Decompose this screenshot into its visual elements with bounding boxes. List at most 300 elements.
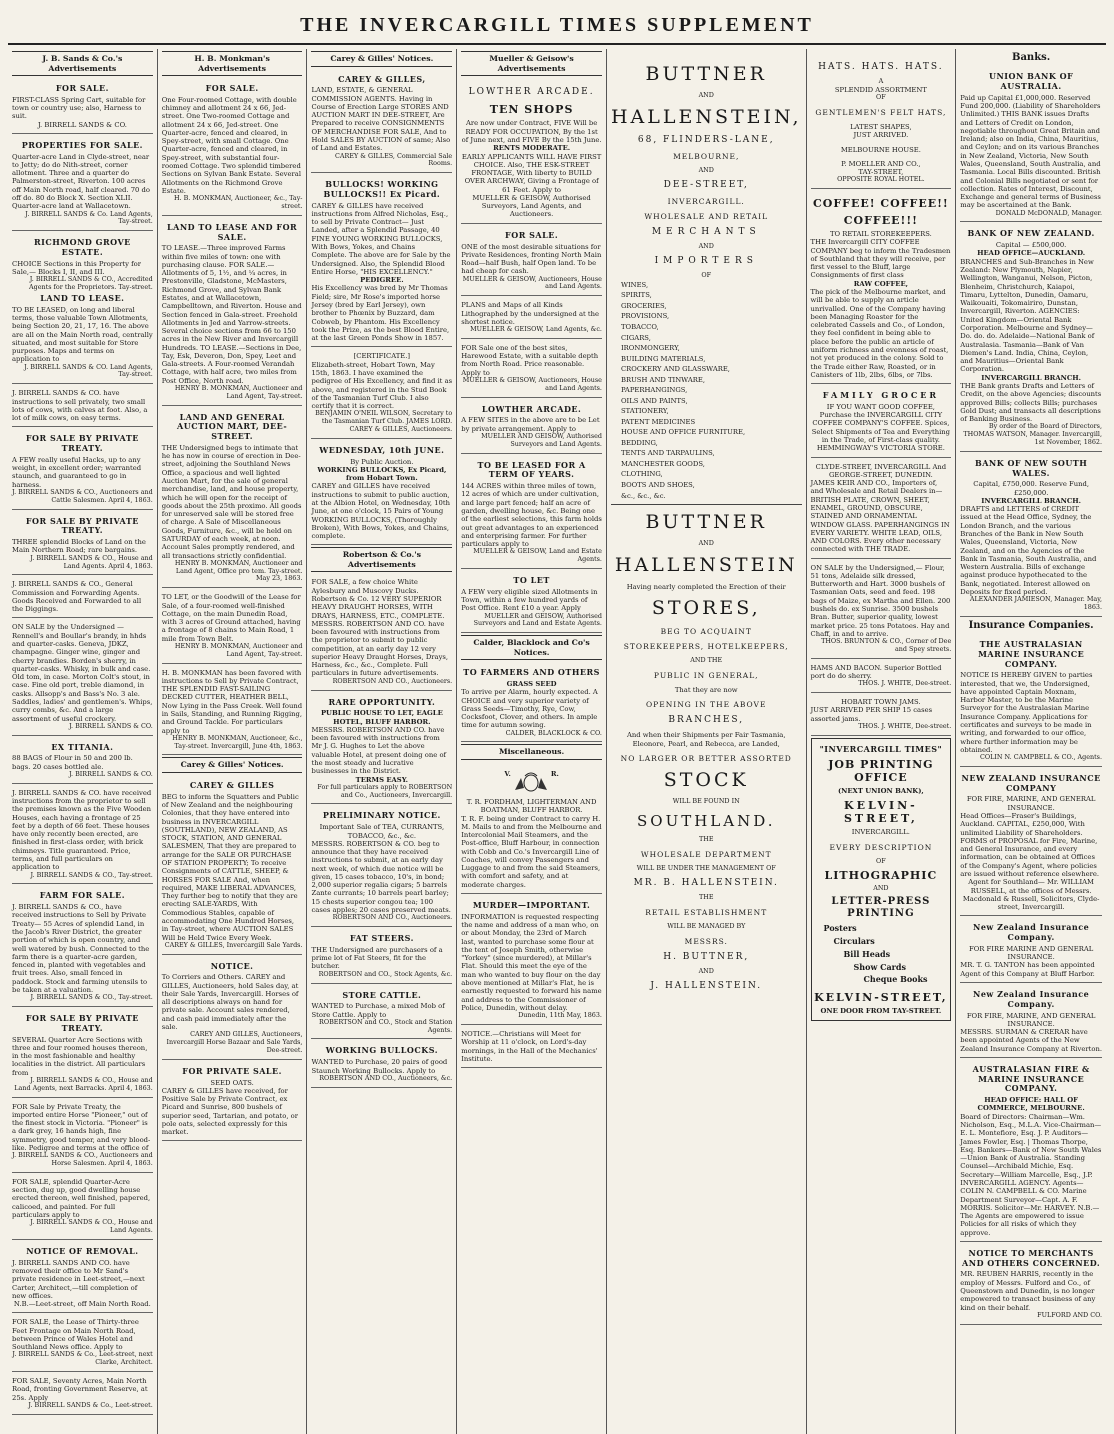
ad-signature: MUELLER & GEISOW, Authorised Surveyors, Land Agents, and Auctioneers. [472, 193, 591, 219]
ad-line: LETTER-PRESS PRINTING [831, 895, 931, 920]
column-heading: Carey & Gilles' Notices. [162, 757, 303, 773]
connector-text: OF [701, 271, 712, 280]
ad-signature: HEMMINGWAY'S VICTORIA STORE. [816, 444, 945, 453]
ad-line: LATEST SHAPES, [850, 123, 912, 132]
ad-body: JAMES KEIR AND CO., Importers of, and Wholesale and Retail Dealers in— BRITISH PLATE, CROWN, SHEET, ENAMEL, GROUND, OBSCURE, STAINED AND ORNAMENTAL WINDOW GLASS. PAPERHANGINGS IN EVERY VARIETY. WHITE LEAD, OILS, AND COLORS. Every other necessary connected with THE TRADE. [810, 479, 950, 554]
ad-title: FOR SALE. [205, 83, 259, 93]
advertisement [811, 661, 952, 693]
ad-subtitle: FOR FIRE, MARINE, AND GENERAL INSURANCE. [966, 1011, 1096, 1028]
ad-signature: THOS. BRUNTON & CO., Corner of Dee and Spey streets. [821, 637, 952, 653]
ad-signature: MUELLER & GEISOW, Auctioneers, House and Land Agents. [462, 274, 602, 291]
goods-item: MANCHESTER GOODS, [620, 459, 705, 468]
notice-text: BRANCHES, [668, 715, 745, 726]
connector-text: AND [698, 166, 714, 175]
notice-text: MESSRS. [684, 936, 728, 946]
ad-body: J. BIRRELL SANDS & CO. have received instructions from the proprietor to sell the premises known as the Five Wooden Houses, each having a frontage of 25 feet by a depth of 66 feet. These houses have only recently been erected, are finished in first-class order, with brick chimneys. Title guaranteed. Price, terms, and full particulars on application to [12, 788, 152, 872]
ad-body: MESSRS. SURMAN & CRERAR have been appointed Agents of the New Zealand Insurance Company at Riverton. [960, 1028, 1102, 1053]
ad-body: J. BIRRELL SANDS & CO. have instructions to sell privately, two small lots of cows, with calves at foot. Also, a lot of milk cows, on easy terms. [12, 389, 148, 423]
advertisement [12, 738, 153, 784]
ad-body: PLANS and Maps of all Kinds Lithographed by the undersigned at the shortest notice. [461, 301, 600, 326]
royal-crest-row [461, 770, 602, 794]
advertisement [811, 738, 952, 1021]
ad-title: NOTICE OF REMOVAL. [26, 1245, 139, 1256]
ad-body: J. BIRRELL SANDS & CO., General Commission and Forwarding Agents. Goods Received and Forwarded to all the Diggings. [12, 580, 142, 614]
column-heading: J. B. Sands & Co.'s Advertisements [12, 51, 153, 76]
ad-line: ONE DOOR FROM TAY-STREET. [820, 1007, 942, 1016]
column-heading: Robertson & Co.'s Advertisements [311, 547, 452, 572]
ad-subtitle: HEAD OFFICE: HALL OF COMMERCE, MELBOURNE. [977, 1096, 1085, 1113]
advertisement [960, 1060, 1102, 1242]
ad-signature: THOS. J. WHITE, Dee-street. [858, 722, 952, 731]
ad-signature: By order of the Board of Directors, THOMAS WATSON, Manager. Invercargill, 1st November, 1862. [963, 422, 1102, 446]
ad-body: FOR Sale one of the best sites, Harewood Estate, with a suitable depth from North Road. Price reasonable. Apply to [461, 343, 599, 377]
royal-coat-of-arms-icon [511, 770, 551, 794]
manager-name: J. HALLENSTEIN. [650, 980, 763, 991]
ad-body: FOR SALE, Seventy Acres, Main North Road, fronting Government Reserve, at 25s. Apply [12, 1377, 148, 1402]
ad-signature: Dunedin, 11th May, 1863. [518, 1011, 602, 1020]
column-heading: Mueller & Geisow's Advertisements [461, 51, 602, 76]
southland-headline: SOUTHLAND. [637, 811, 776, 830]
advertisement [12, 786, 153, 885]
connector-text: THE [698, 893, 714, 901]
advertisement [162, 776, 303, 955]
ad-line: KELVIN-STREET, [843, 798, 918, 826]
ad-body: MESSRS. ROBERTSON AND CO. have been favoured with instructions from Mr J. G. Hughes to Let the above valuable Hotel, at present doing one of the most steady and lucrative businesses in the District. [311, 725, 447, 776]
ad-title: LOWTHER ARCADE. [481, 403, 582, 414]
ad-title: COFFEE! COFFEE!! [813, 197, 949, 211]
address-line: 68, FLINDERS-LANE, [637, 135, 775, 146]
ad-body: FOR SALE, splendid Quarter-Acre section, dug up, good dwelling house erected thereon, well finished, papered, calicoed, and painted. For full particulars apply to [12, 1177, 151, 1219]
ad-signature: J. BIRRELL SANDS & CO., Accredited Agents for the Proprietors. Tay-street. [29, 275, 153, 292]
ad-body: BRANCHES and Sub-Branches in New Zealand: New Plymouth, Napier, Wellington, Wanganui, Nelson, Picton, Blenheim, Christchurch, Kaiapoi, Timaru, Lyttelton, Dunedin, Oamaru, Waikouaiti, Tokomairiro, Dunstan, Invercargill, Riverton. AGENCIES: United Kingdom—Oriental Bank Corporation. Melbourne and Sydney—Do. do. do. Adelaide—National Bank of Australasia. Tasmania—Bank of Van Diemen's Land. India, China, Ceylon, and Mauritius—Oriental Bank Corporation. [960, 257, 1095, 374]
advertisement [311, 806, 452, 927]
ad-body: His Excellency was bred by Mr Thomas Field; sire, Mr Rose's imported horse Jersey (bred by Earl Jersey), own brother to Phœnix by Buzzard, dam Cobweb, by Phantom. His Excellency took the Prize, as the best Blood Entire, at the last Green Ponds Show in 1857. [311, 284, 450, 343]
notice-text: BEG TO ACQUAINT [660, 626, 752, 636]
advertisement [12, 1100, 153, 1173]
ad-body: JUST ARRIVED PER SHIP 15 cases assorted jams. [810, 706, 933, 723]
advertisement [162, 218, 303, 406]
ad-line: OF [876, 93, 886, 102]
ad-title: LAND TO LEASE. [40, 292, 125, 303]
goods-item: PAPERHANGINGS, [620, 386, 688, 395]
ad-line: OPPOSITE ROYAL HOTEL. [837, 175, 925, 184]
advertisement [311, 575, 452, 690]
ad-body: CHOICE Sections in this Property for Sale,— Blocks I, II, and III. [12, 259, 141, 276]
ad-body: MR. T. G. TANTON has been appointed Agent of this Company at Bluff Harbor. [960, 961, 1095, 978]
advertisement [811, 386, 952, 457]
ad-signature: MUELLER & GEISOW, Auctioneers, House and Land Agents. [462, 376, 602, 392]
manager-name: H. BUTTNER, [663, 951, 750, 962]
ad-title: BANK OF NEW SOUTH WALES. [974, 457, 1088, 478]
ad-body: Quarter-acre Land in Clyde-street, near to Jetty; do do Nith-street, corner allotment. Three and a quarter do Palmerston-street, Riverton. 100 acres off Main North road, half cleared. 70 do off do. 80 do Block X. Section XLII. Quarter-acre land at Wallacetown. [12, 152, 150, 211]
ad-body: NOTICE.—Christians will Meet for Worship at 11 o'clock, on Lord's-day mornings, in the Hall of the Mechanics' Institute. [461, 1029, 598, 1063]
goods-item: BOOTS AND SHOES, [620, 480, 695, 489]
advertisement [12, 1009, 153, 1098]
ad-signature: For full particulars apply to ROBERTSON and Co., Auctioneers, Invercargill. [317, 782, 453, 799]
ad-body: INFORMATION is requested respecting the name and address of a man who, on or about Monday, the 23rd of March last, wanted to purchase some flour at the tent of Joseph Smith, otherwise "Yorkey" (since murdered), at Millar's Flat. Should this meet the eye of the man who wanted to buy flour on the day above mentioned at Millar's Flat, he is earnestly requested to forward his name and address to the Commissioner of Police, Dunedin, without delay. [461, 912, 602, 1012]
goods-item: CROCKERY AND GLASSWARE, [620, 365, 730, 374]
ad-title: [CERTIFICATE.] [353, 352, 411, 361]
advertisement [12, 620, 153, 735]
column-7 [956, 49, 1106, 1434]
advertisement [162, 79, 303, 216]
ad-body: TO LEASE.—Three improved Farms within five miles of town: one with purchasing clause. FOR SALE.—Allotments of 5, 1½, and ¼ acres, in Prestonville, Gladstone, McMasters, Richmond Grove, and Sylvan Bank Estates, and at Wallacetown, Campbelltown, and Riverton. House and Section fenced in Gala-street. Freehold Allotments in Jed and Yarrow-streets. Several choice sections from 66 to 150 acres in the New River and Invercargill Hundreds. TO LEASE.—Sections in Dee, Tay, Esk, Deveron, Don, Spey, Leet and Gala-streets. A Four-roomed Verandah Cottage, with half acre, two miles from Post Office, North road. [161, 244, 302, 385]
ad-signature: CAREY & GILLES, Invercargill Sale Yards. [164, 940, 303, 949]
notice-text: That they are now [674, 685, 738, 694]
advertisement [311, 986, 452, 1040]
ad-body: THE Invercargill CITY COFFEE COMPANY beg to inform the Tradesmen of Southland that they will receive, per first vessel to the Bluff, large Consignments of first class [810, 238, 951, 280]
ad-line: Cheque Books [863, 974, 928, 985]
ad-title: LAND TO LEASE AND FOR SALE. [167, 221, 298, 242]
ad-body: FIRST-CLASS Spring Cart, suitable for town or country use; also, Harness to suit. [12, 95, 146, 121]
ad-title: FOR PRIVATE SALE. [182, 1065, 282, 1076]
connector-text: AND [698, 91, 714, 100]
advertisement [311, 70, 452, 174]
ad-signature: HENRY B. MONKMAN, Auctioneer and Land Agent, Tay-street. [174, 384, 303, 400]
ad-line: TAY-STREET, [858, 168, 904, 177]
ad-title: HATS. HATS. HATS. [818, 62, 944, 72]
ad-signature: BENJAMIN O'NEIL WILSON, Secretary to the Tasmanian Turf Club. JAMES LORD. CAREY & GILLES, Auctioneers. [315, 409, 453, 433]
ad-body: THREE splendid Blocks of Land on the Main Northern Road; rare bargains. [12, 538, 146, 555]
notice-text: NO LARGER OR BETTER ASSORTED [620, 753, 792, 763]
goods-item: STATIONERY, [620, 407, 669, 416]
advertisement [12, 79, 153, 134]
ad-title: PROPERTIES FOR SALE. [21, 139, 143, 150]
ad-title: HOBART TOWN JAMS. [841, 698, 921, 707]
ad-title: RICHMOND GROVE ESTATE. [33, 237, 131, 257]
advertisement [162, 957, 303, 1060]
ad-signature: HENRY B. MONKMAN, Auctioneer, &c., Tay-street. Invercargill, June 4th, 1863. [172, 733, 303, 750]
ad-title: FAT STEERS. [349, 933, 414, 944]
notice-text: WILL BE UNDER THE MANAGEMENT OF [636, 864, 776, 873]
divider [611, 504, 802, 505]
ad-body: ON SALE by the Undersigned,— Flour, 51 tons, Adelaide silk dressed, Butterworth and Hart. 3000 bushels of Tasmanian Oats, seed and feed. 198 bags of Maize, ex Martha and Ellen. 200 bushels do. ex Sunrise. 3500 bushels Bran. Butter, superior quality, lowest market price. 25 tons Potatoes. Hay and Chaff, in and to arrive. [810, 563, 951, 638]
ad-signature: MUELLER AND GEISOW, Authorised Surveyors and Land Agents. [481, 431, 602, 448]
goods-item: TOBACCO, [620, 323, 659, 332]
advertisement [461, 226, 602, 297]
advertisement [960, 918, 1102, 983]
advertisement [12, 1175, 153, 1240]
ad-body: A FEW SITES in the above are to be Let by private arrangement. Apply to [461, 416, 600, 433]
advertisement [311, 175, 452, 347]
ad-body: Head Offices—Fraser's Buildings, Auckland. CAPITAL, £250,000, With unlimited Liability of Shareholders. FORMS of PROPOSAL for Fire, Marine, and General Insurance, and every information, can be obtained at Offices of the Company's Agent, where policies are issued without reference elsewhere. [960, 812, 1100, 878]
advertisement [12, 1374, 153, 1415]
column-2 [158, 49, 308, 1434]
notice-text: OPENING IN THE ABOVE [646, 700, 767, 710]
advertisement [960, 769, 1102, 916]
advertisement [461, 79, 602, 224]
ad-signature: HENRY B. MONKMAN, Auctioneer and Land Agent, Tay-street. [174, 641, 303, 658]
ad-signature: MUELLER and GEISOW, Authorised Surveyors and Land and Estate Agents. [473, 611, 602, 628]
ad-subtitle: PUBLIC HOUSE TO LET, EAGLE HOTEL, BLUFF HARBOR. [320, 709, 443, 726]
ad-body: T. R. F. being under Contract to carry H. M. Mails to and from the Melbourne and Intercolonial Mail Steamers, and the Post-office, Bluff Harbour, in connection with Cobb and Co.'s Invercargill Line of Coaches, will convey Passengers and Luggage to and from the said Steamers, with comfort and safety, and at moderate charges. [461, 814, 602, 889]
ad-line: MELBOURNE HOUSE. [840, 145, 921, 154]
ad-body: ON SALE by the Undersigned — Rennell's and Boullar's brandy, in hhds and quarter-casks. Geneva, JDKZ, champagne. Ginger wine, ginger and cherry brandies. Borden's sherry, in quarter-casks. Whisky, in bulk and case. Old tom, in case. Morton Colt's stout, in case. Fine old port, treble diamond, in casks. Allsopp's and Bass's No. 3 ale. Saddles, ladies' and gentlemen's. Whips, curry combs, &c. And a large assortment of useful crockery. [12, 623, 153, 723]
ad-subtitle: Important Sale of TEA, CURRANTS, TOBACCO, &c., &c. [319, 823, 445, 840]
advertisement [311, 1041, 452, 1087]
ad-title: RARE OPPORTUNITY. [328, 696, 436, 707]
ad-subtitle: Capital — £500,000. [995, 241, 1067, 250]
ad-signature: COLIN N. CAMPBELL & CO., Agents. [979, 753, 1102, 762]
notice-text: And when their Shipments per Fair Tasmania, Eleonore, Pearl, and Rebecca, are Landed, [626, 731, 786, 748]
ad-subtitle: PEDIGREE. [360, 276, 404, 285]
ad-signature: CALDER, BLACKLOCK & CO. [505, 728, 602, 737]
ad-signature: J. BIRRELL SANDS & CO. [68, 721, 153, 730]
crest-right-letter: R. [550, 769, 559, 778]
ad-body: H. B. MONKMAN has been favored with instructions to Sell by Private Contract, THE SPLENDID FAST-SAILING DECKED CUTTER, HEATHER BELL, Now Lying in the Pass Creek. Well found in Sails, Standing, and Running Rigging, and Ground Tackle. For particulars apply to [161, 668, 303, 735]
ad-body: The pick of the Melbourne market, and will be able to supply an article unrivalled. One of the Company having been Managing Roaster for the celebrated Cassels and Co., of London, they feel confident in being able to place before the public an article of uniform richness and evenness of roast, not yet produced in the colony. Sold to the Trade either Raw, Roasted, or in Canisters of 1lb, 2lbs, 6lbs, or 7lbs. [810, 288, 949, 379]
ad-body: TO LET, or the Goodwill of the Lease for Sale, of a four-roomed well-finished Cottage, on the main Dunedin Road, with 3 acres of Ground attached, having a frontage of 8 chains to Main Road, 1 mile from Town Belt. [161, 593, 301, 643]
column-1 [8, 49, 158, 1434]
column-4 [457, 49, 607, 1434]
ad-subtitle: Capital, £750,000. Reserve Fund, £250,000. [973, 480, 1089, 497]
ad-body: A FEW really useful Hacks, up to any weight, in excellent order; warranted staunch, and guaranteed to go in harness. [12, 455, 142, 489]
ad-body: THE Undersigned begs to intimate that he has now in course of erection in Dee-street, adjoining the Southland News Office, a spacious and well lighted Auction Mart, for the sale of general merchandise, land, and house property, which he will open for the receipt of goods about the 25th proximo. All goods for unreserved sale will be stored free of charge. A Sale of Miscellaneous Goods, Furniture, &c., will be held on SATURDAY of each week, at noon. Account Sales promptly rendered, and all transactions strictly confidential. [161, 443, 302, 560]
advertisement [960, 985, 1102, 1058]
importers-line: IMPORTERS [654, 256, 758, 267]
ad-line: JUST ARRIVED. [853, 131, 909, 140]
masthead: THE INVERCARGILL TIMES SUPPLEMENT [8, 6, 1106, 45]
connector-text: AND [698, 966, 714, 975]
ad-signature: J. BIRRELL SANDS & CO., Auctioneers and Cattle Salesmen. April 4, 1863. [12, 488, 153, 504]
ad-body: J. BIRRELL SANDS & CO., have received instructions to Sell by Private Treaty— 55 Acres of splendid Land, in the Jacob's River District, the greater portion of which is open country, and well watered by bush. Connected to the farm there is a quarter-acre garden, fenced in, planted with vegetables and fruit trees. Also, small fenced in paddock. Stock and farming utensils to be taken at a valuation. [12, 903, 150, 994]
goods-item: OILS AND PAINTS, [620, 396, 688, 405]
advertisement [461, 341, 602, 398]
ad-signature: J. BIRRELL SANDS & Co., Leet-street, next Clarke, Architect. [12, 1350, 153, 1367]
ad-body: 144 ACRES within three miles of town, 12 acres of which are under cultivation, and large part fenced; half an acre of garden, dwelling house, &c. Being one of the earliest selections, this farm holds out great advantages to an experienced and enterprising farmer. For further particulars apply to [461, 482, 602, 549]
ad-subtitle: RENTS MODERATE. [493, 144, 571, 153]
ad-title: LAND AND GENERAL AUCTION MART, DEE-STREET. [177, 411, 288, 442]
ad-subtitle: FOR FIRE MARINE AND GENERAL INSURANCE. [968, 944, 1094, 962]
ad-body: MESSRS. ROBERTSON & CO. beg to announce that they have received instructions to submit, at an early day next week, of which due notice will be given, 15 cases tobacco, 10's, in bond; 2,000 superior regalia cigars; 5 barrels Zante currants; 10 barrels pearl barley; 15 chests superior congou tea; 100 cases apples; 20 cases preserved meats. [311, 839, 451, 915]
goods-item: PATENT MEDICINES [620, 417, 696, 426]
ad-title: BANK OF NEW ZEALAND. [967, 228, 1095, 239]
merchants-line: MERCHANTS [651, 227, 761, 238]
ad-body: FOR SALE, the Lease of Thirty-three Feet Frontage on Main North Road, between Prince of Wales Hotel and Southland News office. Apply to [12, 1318, 139, 1352]
advertisement [461, 456, 602, 569]
advertisement [461, 400, 602, 454]
advertisement [12, 577, 153, 618]
ad-signature: Agent for Southland— Mr. WILLIAM RUSSELL, at the offices of Messrs. Macdonald & Russell, Solicitors, Clyde-street, Invercargill. [962, 878, 1100, 912]
ad-subtitle: GRASS SEED [506, 679, 557, 688]
ad-signature: MUELLER & GEISOW, Land and Estate Agents. [473, 547, 602, 564]
ad-title: CLYDE-STREET, INVERCARGILL And GEORGE-STREET, DUNEDIN. [815, 462, 947, 479]
advertisement [12, 429, 153, 509]
goods-item: PROVISIONS, [620, 312, 670, 321]
advertisement [12, 1315, 153, 1372]
ad-body: WANTED to Purchase, a mixed Mob of Store Cattle. Apply to [311, 1002, 445, 1019]
goods-item: GROCERIES, [620, 301, 667, 310]
advertisement [811, 49, 952, 189]
ad-signature: J. BIRRELL SANDS & CO. [68, 769, 153, 778]
section-heading: Banks. [1012, 52, 1051, 63]
crest-left-letter: V. [504, 769, 511, 778]
ad-line: P. MOELLER AND CO., [841, 159, 921, 168]
ad-line: Bill Heads [843, 948, 891, 959]
ad-line: EVERY DESCRIPTION [829, 842, 933, 852]
ad-body: IF YOU WANT GOOD COFFEE, Purchase the INVERCARGILL CITY COFFEE COMPANY'S COFFEE. Spices, Select Shipments of Tea and Everything in the Trade, of First-class quality. [811, 402, 950, 444]
advertisement [12, 386, 153, 427]
ad-signature: DONALD McDONALD, Manager. [995, 208, 1102, 217]
ad-title: EX TITANIA. [51, 741, 114, 752]
ad-body: To Corriers and Others. CAREY and GILLES, Auctioneers, hold Sales day, at their Sale Yards, Invercargill. Horses of all descriptions always on hand for private sale. Account sales rendered, and cash paid immediately after the sale. [161, 973, 299, 1032]
ad-line: SPLENDID ASSORTMENT [834, 85, 927, 94]
ad-signature: J. BIRRELL SANDS & CO., House and Land Agents. [30, 1218, 153, 1235]
ad-body: Are now under Contract, FIVE Will be READY FOR OCCUPATION, By the 1st of June next, and FIVE By the 15th June. [461, 119, 602, 144]
ad-signature: J. BIRRELL SANDS & CO., Auctioneers and Horse Salesmen. April 4, 1863. [12, 1151, 153, 1168]
ad-signature: ROBERTSON AND CO., Auctioneers. [332, 913, 453, 922]
ad-title: UNION BANK OF AUSTRALIA. [988, 71, 1074, 91]
connector-text: AND [698, 242, 714, 251]
ad-signature: J. BIRRELL SANDS & CO., House and Land Agents, next Barracks. April 4, 1863. [14, 1075, 153, 1092]
ad-title: By Public Auction. [350, 457, 414, 466]
advertisement [12, 233, 153, 384]
ad-line: INVERCARGILL. [851, 828, 910, 837]
advertisement [960, 224, 1102, 451]
ad-line: KELVIN-STREET, [814, 991, 948, 1005]
notice-text: PUBLIC IN GENERAL, [653, 670, 759, 680]
ad-title: FOR SALE. [55, 83, 109, 93]
advertisement [811, 695, 952, 736]
ad-body: One Four-roomed Cottage, with double chimney and allotment 24 x 66, Jed-street. One Two-roomed Cottage and allotment 24 x 66, Jed-street. One Quarter-acre, fenced and cleared, in Spey-street, with small Cottage. One Quarter-acre, fenced and cleared, in Spey-street, with substantial four-roomed Cottage. Two splendid timbered Sections on Sylvan Bank Estate. Several Allotments on the Richmond Grove Estate. [161, 95, 302, 195]
notice-text: WILL BE MANAGED BY [667, 921, 746, 930]
advertisement [162, 666, 303, 756]
ad-body: TO BE LEASED, on long and liberal terms, those valuable Town Allotments, being Section 20, 21, 17, 16. The above are all on the Main North road, centrally situated, and most suitable for Store purposes. Maps and terms on application to [12, 305, 153, 364]
ad-signature: J. BIRRELL SANDS & CO. Land Agents, Tay-street. [24, 362, 153, 379]
column-heading: Calder, Blacklock and Co's Notices. [461, 635, 602, 660]
ad-signature: THOS. J. WHITE, Dee-street. [858, 679, 952, 688]
ad-body: NOTICE IS HEREBY GIVEN to parties interested, that we, the Undersigned, have appointed Captain Moxnam, Harbor Master, to be the Marine Surveyor for the Australasian Marine Insurance Company. Applications for certificates and surveys to be made in writing, and forwarded to our office, where further information may be obtained. [960, 671, 1093, 754]
ad-title: FOR SALE BY PRIVATE TREATY. [25, 1013, 139, 1033]
goods-item: BEDDING, [620, 438, 658, 447]
notice-text: STOREKEEPERS, HOTELKEEPERS, [623, 641, 789, 651]
ad-line: Show Cards [853, 961, 906, 972]
ad-signature: CAREY AND GILLES, Auctioneers, Invercargill Horse Bazaar and Sale Yards, Dee-street. [166, 1030, 303, 1054]
ad-signature: N.B.—Leet-street, off Main North Road. [13, 1300, 151, 1309]
ad-body: WANTED to Purchase, 20 pairs of good Staunch Working Bullocks. Apply to [311, 1058, 448, 1075]
ad-body: DRAFTS and LETTERS of CREDIT issued at the Head Office, Sydney, the London Branch, and the various Branches of the Bank in New South Wales, Queensland, Victoria, New Zealand, and on the Agencies of the Bank in Tasmania, South Australia, and Western Australia. Bills of exchange against produce hypothecated to the Bank, negotiated. Interest allowed on Deposits for fixed period. [960, 505, 1097, 596]
notice-text: Having nearly completed the Erection of their [626, 583, 786, 592]
ad-signature: FULFORD AND CO. [1037, 1310, 1102, 1319]
ad-title: BULLOCKS! WORKING BULLOCKS!! Ex Picard. [323, 179, 441, 199]
ad-signature: J. BIRRELL SANDS & CO. [37, 120, 127, 129]
connector-text: AND [698, 539, 714, 548]
ad-subtitle: INVERCARGILL BRANCH. [981, 373, 1082, 382]
ad-subtitle: FOR FIRE, MARINE, AND GENERAL INSURANCE. [966, 795, 1096, 812]
ad-title: WORKING BULLOCKS. [325, 1045, 438, 1056]
advertisement [311, 349, 452, 438]
advertisement [960, 1244, 1102, 1325]
section-heading: Insurance Companies. [968, 619, 1094, 631]
ad-body: CAREY & GILLES have received instructions from Alfred Nicholas, Esq., to sell by Private Contract— Just Landed, after a Splendid Passage, 40 FINE YOUNG WORKING BULLOCKS, With Bows, Yokes, and Chains Complete. The above are for Sale by the Undersigned. Also, the Splendid Blood Entire Horse, "HIS EXCELLENCY." [311, 201, 451, 276]
ad-signature: J. BIRRELL SANDS & Co., Leet-street. [28, 1400, 153, 1409]
ad-body: LAND, ESTATE, & GENERAL COMMISSION AGENTS. Having in Course of Erection Large STORES AND AUCTION MART IN DEE-STREET, Are Prepared to receive CONSIGNMENTS OF MERCHANDISE FOR SALE, And to Hold SALES BY AUCTION of same; Also of Land and Estates. [311, 86, 451, 153]
column-heading: H. B. Monkman's Advertisements [162, 51, 303, 76]
advertisement [162, 590, 303, 663]
ad-body: FOR Sale by Private Treaty, the imported entire Horse "Pioneer," out of the finest stock in Victoria. "Pioneer" is a dark grey, 16 hands high, fine symmetry, good temper, and very blood-like. Pedigree and terms at the office of [12, 1102, 151, 1152]
advertisement [162, 1062, 303, 1142]
ad-subtitle: SEED OATS. [210, 1078, 254, 1087]
advertisement [811, 460, 952, 559]
ad-title: STORE CATTLE. [342, 989, 422, 1000]
column-heading: Miscellaneous. [461, 744, 602, 760]
ad-signature: J. BIRRELL SANDS & CO., Tay-street. [30, 870, 153, 879]
address-line: DEE-STREET, [663, 180, 749, 191]
goods-item: &c., &c., &c. [620, 491, 666, 500]
ad-body: SEVERAL Quarter Acre Sections with three and four roomed houses thereon, in the most fashionable and healthy localities in the district. All particulars from [12, 1035, 148, 1077]
ad-line: (NEXT UNION BANK), [837, 787, 924, 796]
ad-title: NEW ZEALAND INSURANCE COMPANY [961, 772, 1101, 793]
ad-title: LOWTHER ARCADE. [468, 87, 595, 97]
firm-name-hallenstein: HALLENSTEIN, [610, 105, 802, 128]
ad-subtitle: TERMS EASY. [355, 775, 409, 784]
advertisement [960, 635, 1102, 767]
column-3 [307, 49, 457, 1434]
stock-headline: STOCK [663, 768, 749, 791]
goods-item: BRUSH AND TINWARE, [620, 375, 705, 384]
ad-date: WEDNESDAY, 10th JUNE. [319, 444, 445, 455]
advertisement [461, 763, 602, 894]
advertisement [12, 136, 153, 231]
advertisement [311, 693, 452, 805]
notice-text: RETAIL ESTABLISHMENT [645, 907, 768, 917]
ad-body: BEG to inform the Squatters and Public of New Zealand and the neighbouring Colonies, that they have entered into business in INVERCARGILL (SOUTHLAND), NEW ZEALAND, AS STOCK, STATION, AND GENERAL SALESMEN, That they are prepared to arrange for the SALE OR PURCHASE OF STATION PROPERTY; To receive Consignments of CATTLE, SHEEP, & HORSES FOR SALE And, when required, MAKE LIBERAL ADVANCES, They further beg to notify that they are erecting SALE-YARDS, With Commodious Stables, capable of accommodating One Hundred Horses, in Tay-street, where AUCTION SALES Will be Held Twice Every Week. [161, 792, 299, 942]
ad-subtitle: HEAD OFFICE—AUCKLAND. [977, 249, 1086, 258]
ad-headline: TEN SHOPS [489, 102, 574, 116]
ad-line: JOB PRINTING OFFICE [828, 757, 934, 784]
ad-body: Elizabeth-street, Hobart Town, May 15th, 1863. I have examined the pedigree of His Excellency, and find it as above, and registered in the Stud Book of the Tasmanian Turf Club. I also certify that it is correct. [311, 360, 453, 411]
ad-title: NOTICE. [210, 960, 254, 971]
ad-signature: CAREY & GILLES, Commercial Sale Rooms. [335, 151, 453, 168]
ad-body: EARLY APPLICANTS WILL HAVE FIRST CHOICE. Also, THE ESK-STREET FRONTAGE, With liberty to BUILD OVER ARCHWAY, Giving a Frontage of 61 Feet. Apply to [461, 152, 602, 194]
advertisement [311, 441, 452, 546]
ad-line: GENTLEMEN'S FELT HATS, [815, 107, 947, 117]
ad-signature: ROBERTSON and CO., Stock Agents, &c. [318, 969, 453, 978]
ad-body: ONE of the most desirable situations for Private Residences, fronting North Main Road—half Bush, half Open land. To be had cheap for cash. [461, 242, 602, 276]
ad-title: AUSTRALASIAN FIRE & MARINE INSURANCE COMPANY. [972, 1063, 1090, 1094]
ad-signature: ALEXANDER JAMIESON, Manager. May, 1863. [969, 595, 1102, 612]
ad-signature: MUELLER & GEISOW, Land Agents, &c. [470, 325, 602, 334]
ad-body: 88 BAGS of Flour in 50 and 200 lb. bags. 20 cases bottled ale. [12, 754, 133, 771]
ad-signature: J. BIRRELL SANDS & CO., Tay-street. [30, 993, 153, 1002]
manager-name: MR. B. HALLENSTEIN. [633, 878, 779, 889]
ad-signature: J. BIRRELL SANDS & CO., House and Land Agents. April 4, 1863. [30, 553, 153, 570]
ad-line: Circulars [833, 936, 875, 947]
ad-body: FOR SALE, a few choice White Aylesbury and Muscovy Ducks. Robertson & Co. 12 VERY SUPERIOR HEAVY DRAUGHT HORSES, WITH DRAYS, HARNESS, ETC., COMPLETE. [311, 578, 445, 620]
city-line: INVERCARGILL. [667, 197, 745, 207]
advertisement [960, 454, 1102, 617]
goods-item: IRONMONGERY, [620, 344, 680, 353]
goods-list [611, 280, 802, 501]
goods-item: CLOTHING, [620, 470, 663, 479]
ad-signature: H. B. MONKMAN, Auctioneer, &c., Tay-street. [173, 194, 303, 210]
ad-title: COFFEE!!! [843, 213, 918, 227]
ad-body: HAMS AND BACON. Superior Bottled port do do sherry. [810, 663, 942, 681]
notice-text: WILL BE FOUND IN [672, 797, 740, 806]
ad-body: MESSRS. ROBERTSON AND CO. have been favoured with instructions from the proprietor to submit to public competition, at an early day 12 very superior Heavy Draught Horses, Drays, Harness, &c., &c., Complete. Full particulars in future advertisements. [311, 619, 449, 678]
goods-item: SPIRITS, [620, 291, 652, 300]
goods-item: CIGARS, [620, 333, 651, 342]
ad-signature: ROBERTSON AND CO., Auctioneers, &c. [319, 1073, 453, 1082]
advertisement [12, 512, 153, 576]
ad-title: T. R. FORDHAM, LIGHTERMAN AND BOATMAN, BLUFF HARBOR. [466, 797, 597, 815]
firm-name-hallenstein: HALLENSTEIN [614, 554, 798, 577]
advertisement [162, 408, 303, 589]
ad-body: To arrive per Alarm, hourly expected. A CHOICE and very superior variety of Grass Seeds—Timothy, Rye, Cow, Cocksfoot, Clover, and others. In ample time for autumn sowing. [461, 688, 598, 730]
advertisement [12, 1242, 153, 1313]
ad-title: FAMILY GROCER [822, 390, 939, 401]
ad-title: CAREY & GILLES [189, 779, 275, 790]
